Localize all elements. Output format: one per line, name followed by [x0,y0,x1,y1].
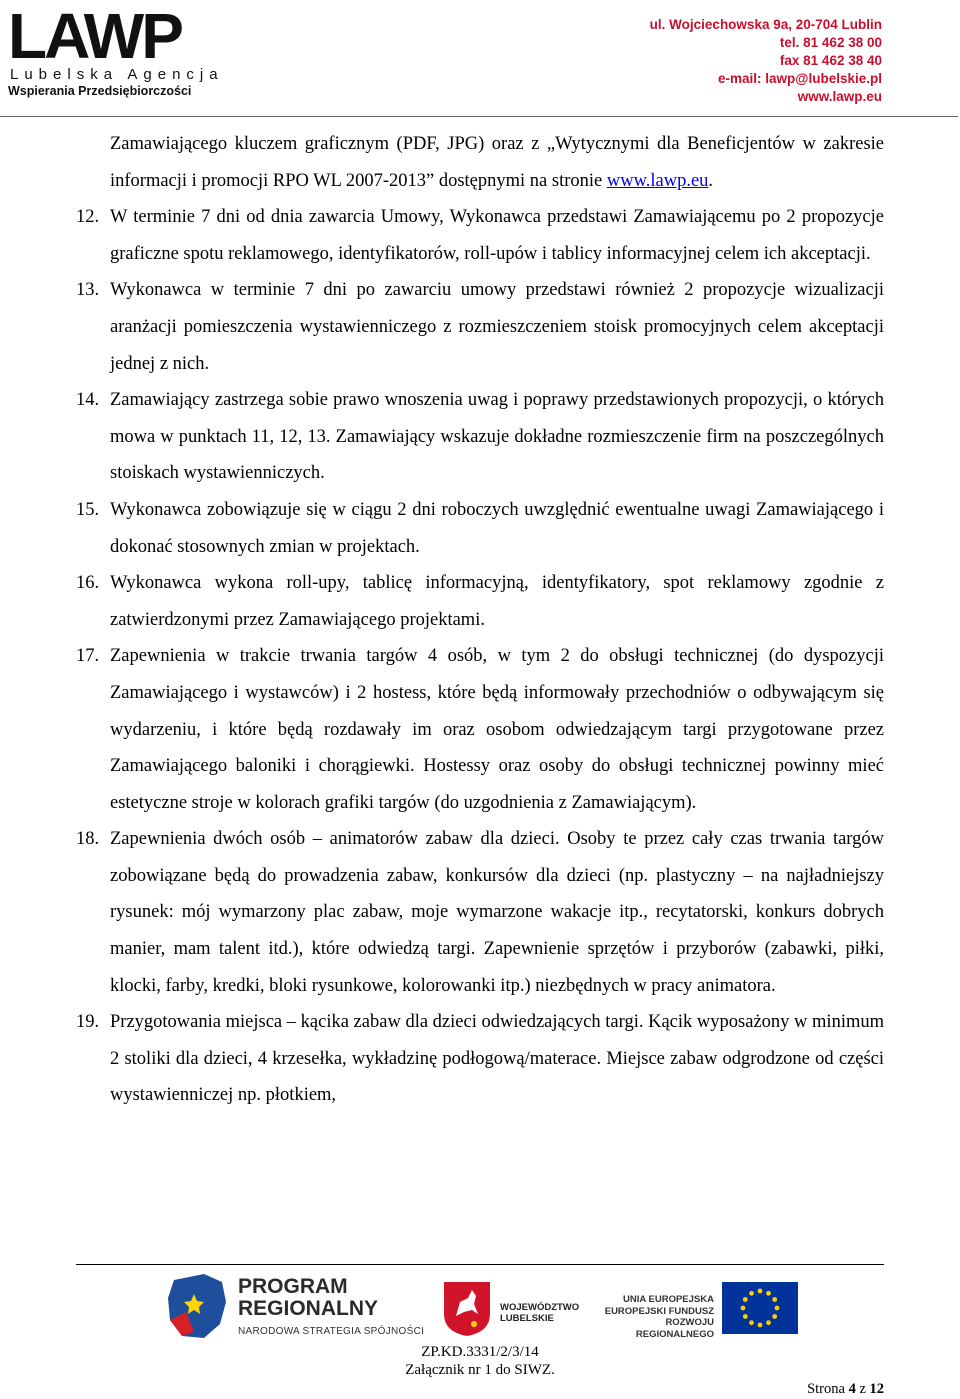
website-link[interactable]: www.lawp.eu [606,170,709,191]
list-item-number: 17. [76,646,100,667]
logo-tagline-1: Lubelska Agencja [10,66,224,83]
contact-tel: tel. 81 462 38 00 [779,35,882,50]
eu-star-icon [758,1289,763,1294]
program-title-1: PROGRAM [238,1275,348,1298]
eu-star-icon [766,1291,771,1296]
header-divider [0,116,958,117]
list-item-text: Zapewnienia w trakcie trwania targów 4 osób, w tym 2 do obsługi technicznej (do dyspozycji Zamawiającego i wystawców) i 2 hostess, które będą informowały przechodniów o odbywającym się wydarzeniu, i które będą rozdawały im oraz osobom odwiedzającym targi przygotowane przez Zamawiającego baloniki i chorągiewki. Hostessy oraz osoby do obsługi technicznej powinny mieć estetyczne stroje w kolorach grafiki targów (do uzgodnienia z Zamawiającym). [110,646,884,813]
attachment-label: Załącznik nr 1 do SIWZ. [405,1362,555,1378]
lawp-logo [8,0,224,100]
eu-star-icon [775,1306,780,1311]
contact-fax: fax 81 462 38 40 [779,53,882,68]
contact-email[interactable]: e-mail: lawp@lubelskie.pl [718,71,882,86]
contact-address: ul. Wojciechowska 9a, 20-704 Lublin [649,17,882,32]
logo-wordmark: LAWP [8,0,181,72]
reference-number: ZP.KD.3331/2/3/14 [421,1344,539,1360]
list-item-number: 18. [76,829,100,850]
woj-line-1: WOJEWÓDZTWO [500,1302,580,1313]
eu-text [602,1294,714,1340]
numbered-list [76,199,884,1114]
list-item [76,821,884,1004]
list-item-text: Przygotowania miejsca – kącika zabaw dla dzieci odwiedzających targi. Kącik wyposażony w minimum 2 stoliki dla dzieci, 4 krzesełka, wykładzinę podłogową/materace. Miejsce zabaw odgrodzone od części wystawienniczej np. płotkiem, [110,1012,884,1106]
list-item [76,565,884,638]
eu-star-icon [772,1314,777,1319]
list-item [76,638,884,821]
logo-tagline-2: Wspierania Przedsiębiorczości [8,84,192,98]
eu-line-2: EUROPEJSKI FUNDUSZ [604,1305,714,1317]
contact-web[interactable]: www.lawp.eu [797,89,882,104]
coat-of-arms-icon [442,1280,492,1338]
list-item-text: Wykonawca wykona roll-upy, tablicę informacyjną, identyfikatory, spot reklamowy zgodnie z zatwierdzonymi przez Zamawiającego projektami. [110,573,884,630]
wojewodztwo-lubelskie-logo [442,1280,582,1340]
list-item [76,1004,884,1114]
page-current: 4 [848,1381,856,1397]
woj-line-2: LUBELSKIE [500,1313,554,1324]
continued-text: Zamawiającego kluczem graficznym (PDF, JPG) oraz z „Wytycznymi dla Beneficjentów w zakresie informacji i promocji RPO WL 2007-2013” dostępnymi na stronie [110,134,884,191]
eu-flag-icon [722,1282,798,1334]
eu-star-icon [766,1320,771,1325]
list-item-text: W terminie 7 dni od dnia zawarcia Umowy, Wykonawca przedstawi Zamawiającemu po 2 propozycje graficzne spotu reklamowego, identyfikatorów, roll-upów i tablicy informacyjnej celem ich akceptacji. [110,207,884,264]
eu-star-icon [772,1297,777,1302]
eu-logo [602,1280,802,1340]
page-mid: z [859,1381,866,1397]
letterhead [0,0,960,118]
list-item-number: 12. [76,207,100,228]
eu-line-3: ROZWOJU REGIONALNEGO [635,1317,714,1340]
page-prefix: Strona [807,1381,845,1397]
eu-star-icon [741,1306,746,1311]
document-reference [330,1343,630,1379]
program-regionalny-logo [164,1272,425,1342]
continued-paragraph [110,126,884,199]
list-item-text: Wykonawca w terminie 7 dni po zawarciu umowy przedstawi również 2 propozycje wizualizacji aranżacji pomieszczenia wystawienniczego z rozmieszczeniem stoisk promocyjnych celem akceptacji jednej z nich. [110,280,884,374]
list-item [76,382,884,492]
list-item [76,492,884,565]
list-item-number: 19. [76,1012,100,1033]
continued-tail: . [708,170,714,191]
list-item-text: Zapewnienia dwóch osób – animatorów zabaw dla dzieci. Osoby te przez cały czas trwania targów zobowiązane będą do prowadzenia zabaw, konkursów dla dzieci (np. plastyczny – na najładniejszy rysunek: mój wymarzony plac zabaw, moje wymarzone wakacje itp., recytatorski, konkurs dobrych manier, mam talent itd.), które odwiedzą targi. Zapewnienie sprzętów i przyborów (zabawki, piłki, klocki, farby, kredki, bloki rysunkowe, kolorowanki itp.) niezbędnych w pracy animatora. [110,829,884,996]
funding-logos [150,1270,810,1350]
eu-star-icon [743,1314,748,1319]
wojewodztwo-text [500,1302,579,1324]
list-item-number: 13. [76,280,100,301]
page-number [807,1381,884,1398]
list-item [76,199,884,272]
footer-divider [76,1264,884,1265]
eu-star-icon [743,1297,748,1302]
page-total: 12 [869,1381,884,1397]
program-title-2: REGIONALNY [238,1297,379,1320]
program-subtitle: NARODOWA STRATEGIA SPÓJNOŚCI [238,1326,425,1337]
eu-star-icon [749,1320,754,1325]
poland-map-icon [164,1272,230,1344]
list-item-text: Wykonawca zobowiązuje się w ciągu 2 dni roboczych uwzględnić ewentualne uwagi Zamawiającego i dokonać stosownych zmian w projektach. [110,499,884,557]
list-item-text: Zamawiający zastrzega sobie prawo wnoszenia uwag i poprawy przedstawionych propozycji, o których mowa w punktach 11, 12, 13. Zamawiający wskazuje dokładne rozmieszczenie firm na poszczególnych stoiskach wystawienniczych. [110,390,884,484]
list-item-number: 15. [76,499,100,520]
document-body [76,126,884,1114]
list-item-number: 14. [76,390,100,411]
eu-star-icon [758,1323,763,1328]
contact-block [650,16,882,106]
list-item-number: 16. [76,573,100,594]
eu-line-1: UNIA EUROPEJSKA [623,1294,714,1305]
list-item [76,272,884,382]
eu-star-icon [749,1291,754,1296]
